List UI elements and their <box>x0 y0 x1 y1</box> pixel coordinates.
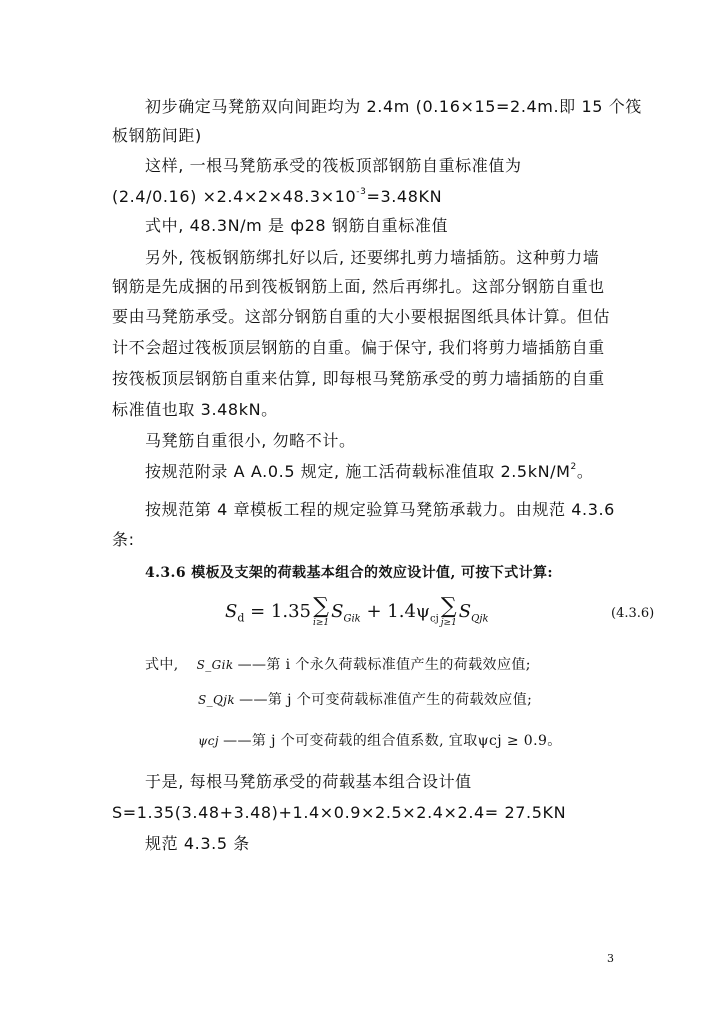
text-fragment: 式中, <box>145 657 179 673</box>
text-fragment: (2.4/0.16) ×2.4×2×48.3×10 <box>112 187 357 206</box>
sum-index: j≥1 <box>440 618 457 628</box>
sum-group <box>441 596 457 628</box>
text-line: 于是, 每根马凳筋承受的荷载基本组合设计值 <box>145 772 472 791</box>
text-fragment: ——第 j 个可变荷载标准值产生的荷载效应值; <box>239 692 533 708</box>
formula-part: = 1.35 <box>244 601 311 622</box>
formula-number: (4.3.6) <box>611 606 655 621</box>
text-fragment: 按规范附录 A A.0.5 规定, 施工活荷载标准值取 2.5kN/M <box>145 462 571 481</box>
exponent: 2 <box>570 461 577 472</box>
text-fragment: =3.48KN <box>366 187 443 206</box>
text-line: 条: <box>112 530 135 549</box>
formula-part: S <box>458 601 472 622</box>
symbol: ψcj <box>198 734 220 748</box>
text-fragment: 。 <box>576 462 594 481</box>
definition-line <box>198 731 562 751</box>
text-line: 计不会超过筏板顶层钢筋的自重。偏于保守, 我们将剪力墙插筋自重 <box>112 338 605 357</box>
definition-line <box>198 690 532 710</box>
text-line: 这样, 一根马凳筋承受的筏板顶部钢筋自重标准值为 <box>145 156 522 175</box>
formula-part: S <box>331 601 344 622</box>
text-line: 板钢筋间距) <box>112 126 202 145</box>
text-line: 钢筋是先成捆的吊到筏板钢筋上面, 然后再绑扎。这部分钢筋自重也 <box>112 277 605 296</box>
formula-part: + 1.4ψ <box>360 601 431 622</box>
text-line: 要由马凳筋承受。这部分钢筋自重的大小要根据图纸具体计算。但估 <box>112 307 611 326</box>
formula-part: d <box>237 611 245 625</box>
sum-index: i≥1 <box>313 618 330 628</box>
text-line: 标准值也取 3.48kN。 <box>112 400 278 419</box>
sum-symbol: ∑ <box>313 594 329 619</box>
text-line: 马凳筋自重很小, 勿略不计。 <box>145 431 356 450</box>
text-line: S=1.35(3.48+3.48)+1.4×0.9×2.5×2.4×2.4= 27.5KN <box>112 803 567 822</box>
sum-group <box>313 596 329 628</box>
text-line <box>145 462 593 482</box>
symbol: S_Gik <box>196 658 234 672</box>
definition-line <box>145 655 531 675</box>
text-fragment: ——第 i 个永久荷载标准值产生的荷载效应值; <box>237 657 531 673</box>
formula-part: Qjk <box>471 613 489 625</box>
formula <box>225 596 489 628</box>
text-line: 式中, 48.3N/m 是 ф28 钢筋自重标准值 <box>145 216 449 235</box>
page-number: 3 <box>607 952 614 965</box>
symbol: S_Qjk <box>198 693 236 707</box>
text-line: 初步确定马凳筋双向间距均为 2.4m (0.16×15=2.4m.即 15 个筏 <box>145 97 642 116</box>
text-line: 按规范第 4 章模板工程的规定验算马凳筋承载力。由规范 4.3.6 <box>145 500 615 519</box>
sum-symbol: ∑ <box>440 594 457 619</box>
text-line: 按筏板顶层钢筋自重来估算, 即每根马凳筋承受的剪力墙插筋的自重 <box>112 369 605 388</box>
text-fragment: ——第 j 个可变荷载的组合值系数, 宜取ψcj ≥ 0.9。 <box>223 733 562 749</box>
exponent: -3 <box>356 186 367 197</box>
formula-part: Gik <box>343 613 361 625</box>
formula-part: S <box>225 601 238 622</box>
text-line: 规范 4.3.5 条 <box>145 834 250 853</box>
formula-part: cj <box>430 613 439 625</box>
text-line <box>112 187 442 207</box>
text-line: 另外, 筏板钢筋绑扎好以后, 还要绑扎剪力墙插筋。这种剪力墙 <box>145 248 600 267</box>
clause-heading: 4.3.6 模板及支架的荷载基本组合的效应设计值, 可按下式计算: <box>145 565 553 581</box>
